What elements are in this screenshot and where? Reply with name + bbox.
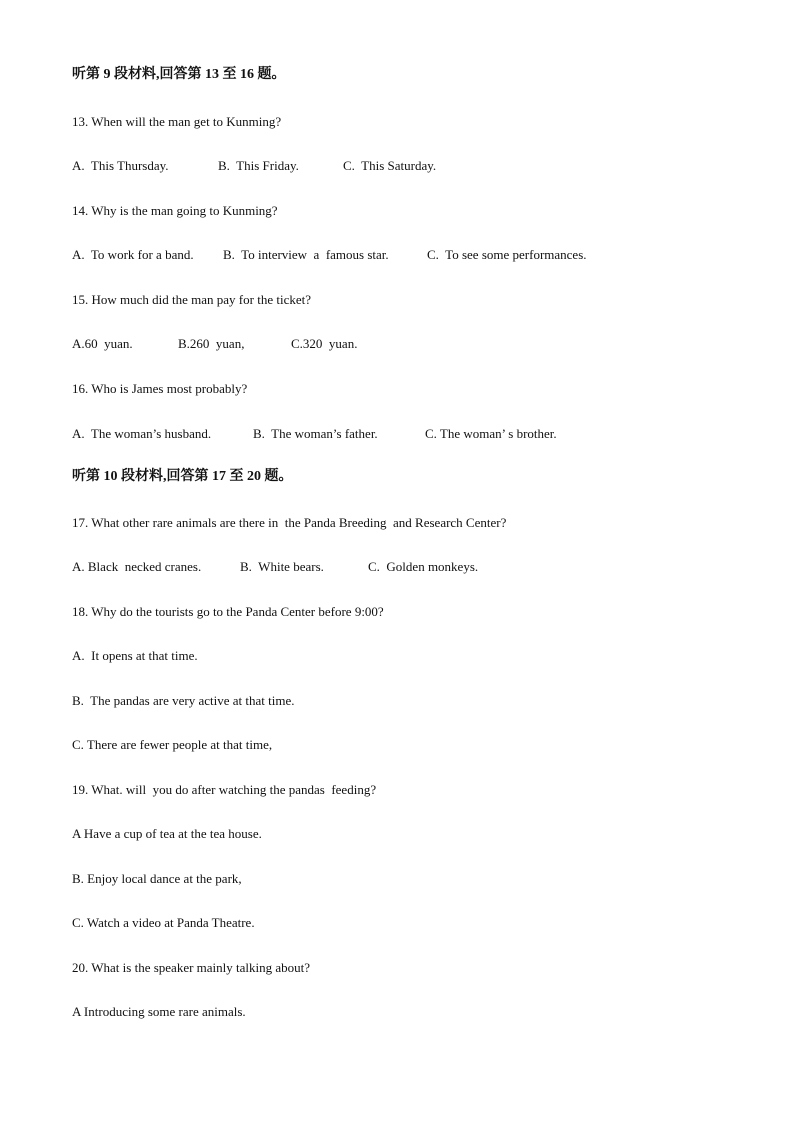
option-16-a: A. The woman’s husband. [72, 426, 212, 441]
option-14-b: B. To interview a famous star. [223, 247, 389, 262]
option-14-c: C. To see some performances. [427, 247, 587, 262]
question-15: 15. How much did the man pay for the ticket? [72, 292, 311, 307]
option-16-b: B. The woman’s father. [253, 426, 378, 441]
option-15-a: A.60 yuan. [72, 336, 133, 351]
question-13: 13. When will the man get to Kunming? [72, 114, 282, 129]
option-13-a: A. This Thursday. [72, 158, 169, 173]
option-16-c: C. The woman’ s brother. [425, 426, 557, 441]
option-15-b: B.260 yuan, [178, 336, 245, 351]
option-19-c: C. Watch a video at Panda Theatre. [72, 915, 255, 930]
option-17-b: B. White bears. [240, 559, 324, 574]
option-18-b: B. The pandas are very active at that time. [72, 693, 295, 708]
option-17-a: A. Black necked cranes. [72, 559, 202, 574]
option-18-a: A. It opens at that time. [72, 648, 198, 663]
option-15-c: C.320 yuan. [291, 336, 358, 351]
question-14: 14. Why is the man going to Kunming? [72, 203, 278, 218]
option-13-b: B. This Friday. [218, 158, 299, 173]
section-heading: 听第 9 段材料,回答第 13 至 16 题。 [72, 67, 286, 82]
option-18-c: C. There are fewer people at that time, [72, 737, 273, 752]
section-heading: 听第 10 段材料,回答第 17 至 20 题。 [72, 469, 293, 484]
question-20: 20. What is the speaker mainly talking about? [72, 960, 311, 975]
question-18: 18. Why do the tourists go to the Panda Center before 9:00? [72, 604, 384, 619]
option-20-a: A Introducing some rare animals. [72, 1004, 246, 1019]
option-14-a: A. To work for a band. [72, 247, 194, 262]
option-13-c: C. This Saturday. [343, 158, 437, 173]
question-19: 19. What. will you do after watching the pandas feeding? [72, 782, 377, 797]
option-19-b: B. Enjoy local dance at the park, [72, 871, 242, 886]
question-16: 16. Who is James most probably? [72, 381, 248, 396]
option-19-a: A Have a cup of tea at the tea house. [72, 826, 262, 841]
option-17-c: C. Golden monkeys. [368, 559, 479, 574]
question-17: 17. What other rare animals are there in the Panda Breeding and Research Center? [72, 515, 507, 530]
